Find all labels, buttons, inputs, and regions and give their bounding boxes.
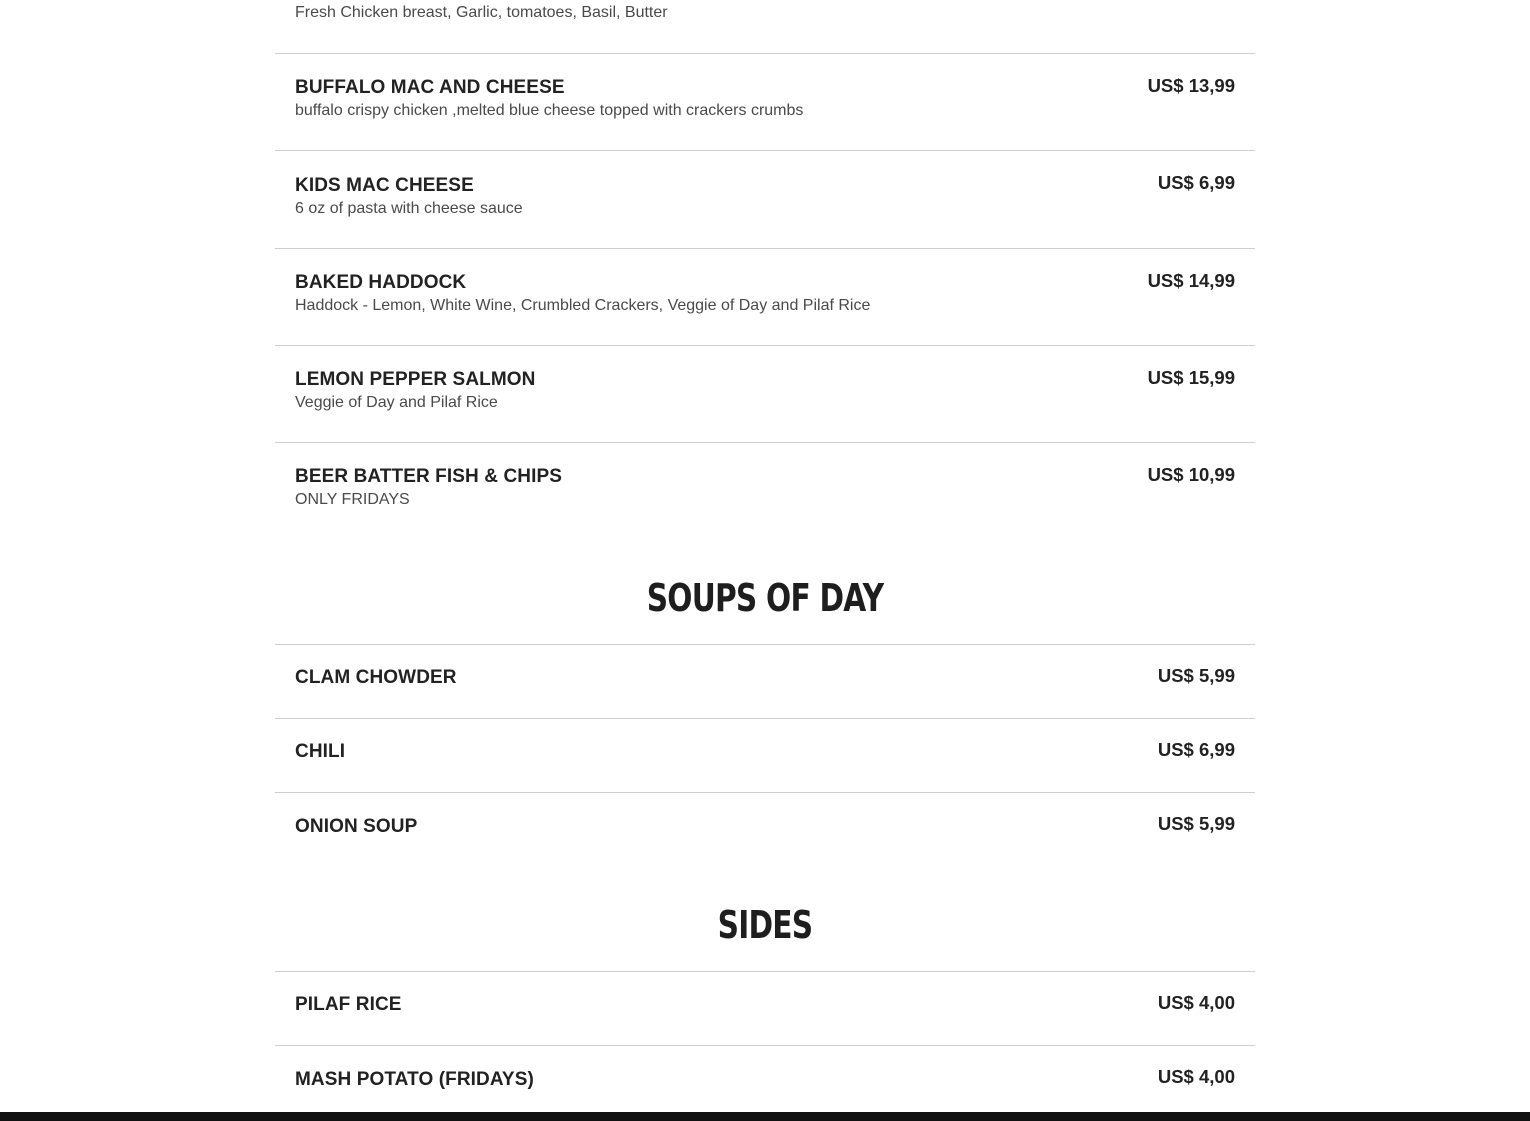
menu-item-price: US$ 10,99	[1147, 464, 1235, 485]
menu-item-name: BUFFALO MAC AND CHEESE	[295, 77, 565, 98]
menu-item-price: US$ 13,99	[1147, 75, 1235, 96]
menu-item-name: CLAM CHOWDER	[295, 667, 457, 688]
menu-item-baked-haddock	[275, 249, 1255, 346]
menu-item-description: buffalo crispy chicken ,melted blue cheese topped with crackers crumbs	[295, 102, 804, 119]
section-title-sides: SIDES	[717, 903, 813, 947]
menu-item-chili	[275, 719, 1255, 793]
menu-item-price: US$ 14,99	[1147, 270, 1235, 291]
menu-content	[275, 0, 1255, 543]
menu-item-price: US$ 4,00	[1157, 992, 1235, 1013]
menu-item-description: Veggie of Day and Pilaf Rice	[295, 394, 498, 411]
menu-item-lemon-pepper-salmon	[275, 346, 1255, 443]
menu-item-partial	[275, 0, 1255, 54]
menu-item-description: 6 oz of pasta with cheese sauce	[295, 200, 523, 217]
menu-item-buffalo-mac-and-cheese	[275, 54, 1255, 151]
menu-item-description: Fresh Chicken breast, Garlic, tomatoes, Basil, Butter	[295, 4, 668, 21]
menu-item-price: US$ 5,99	[1157, 813, 1235, 834]
menu-item-name: LEMON PEPPER SALMON	[295, 369, 536, 390]
menu-item-price: US$ 6,99	[1157, 739, 1235, 760]
menu-item-name: KIDS MAC CHEESE	[295, 175, 474, 196]
menu-item-description: Haddock - Lemon, White Wine, Crumbled Crackers, Veggie of Day and Pilaf Rice	[295, 297, 871, 314]
section-title-soups: SOUPS OF DAY	[646, 576, 884, 620]
menu-item-price: US$ 6,99	[1157, 172, 1235, 193]
menu-item-name: BEER BATTER FISH & CHIPS	[295, 466, 563, 487]
menu-item-beer-batter-fish-chips	[275, 443, 1255, 543]
menu-item-name: BAKED HADDOCK	[295, 272, 467, 293]
menu-item-kids-mac-cheese	[275, 151, 1255, 249]
menu-item-name: PILAF RICE	[295, 994, 402, 1015]
bottom-bar	[0, 1112, 1530, 1121]
menu-item-mash-potato	[275, 1046, 1255, 1112]
menu-item-name: CHILI	[295, 741, 346, 762]
menu-item-onion-soup	[275, 793, 1255, 867]
menu-item-price: US$ 4,00	[1157, 1066, 1235, 1087]
menu-item-clam-chowder	[275, 645, 1255, 719]
menu-item-price: US$ 15,99	[1147, 367, 1235, 388]
menu-item-description: ONLY FRIDAYS	[295, 491, 410, 508]
menu-item-name: ONION SOUP	[295, 816, 418, 837]
menu-item-pilaf-rice	[275, 972, 1255, 1046]
menu-item-price: US$ 5,99	[1157, 665, 1235, 686]
menu-item-name: MASH POTATO (FRIDAYS)	[295, 1069, 534, 1090]
